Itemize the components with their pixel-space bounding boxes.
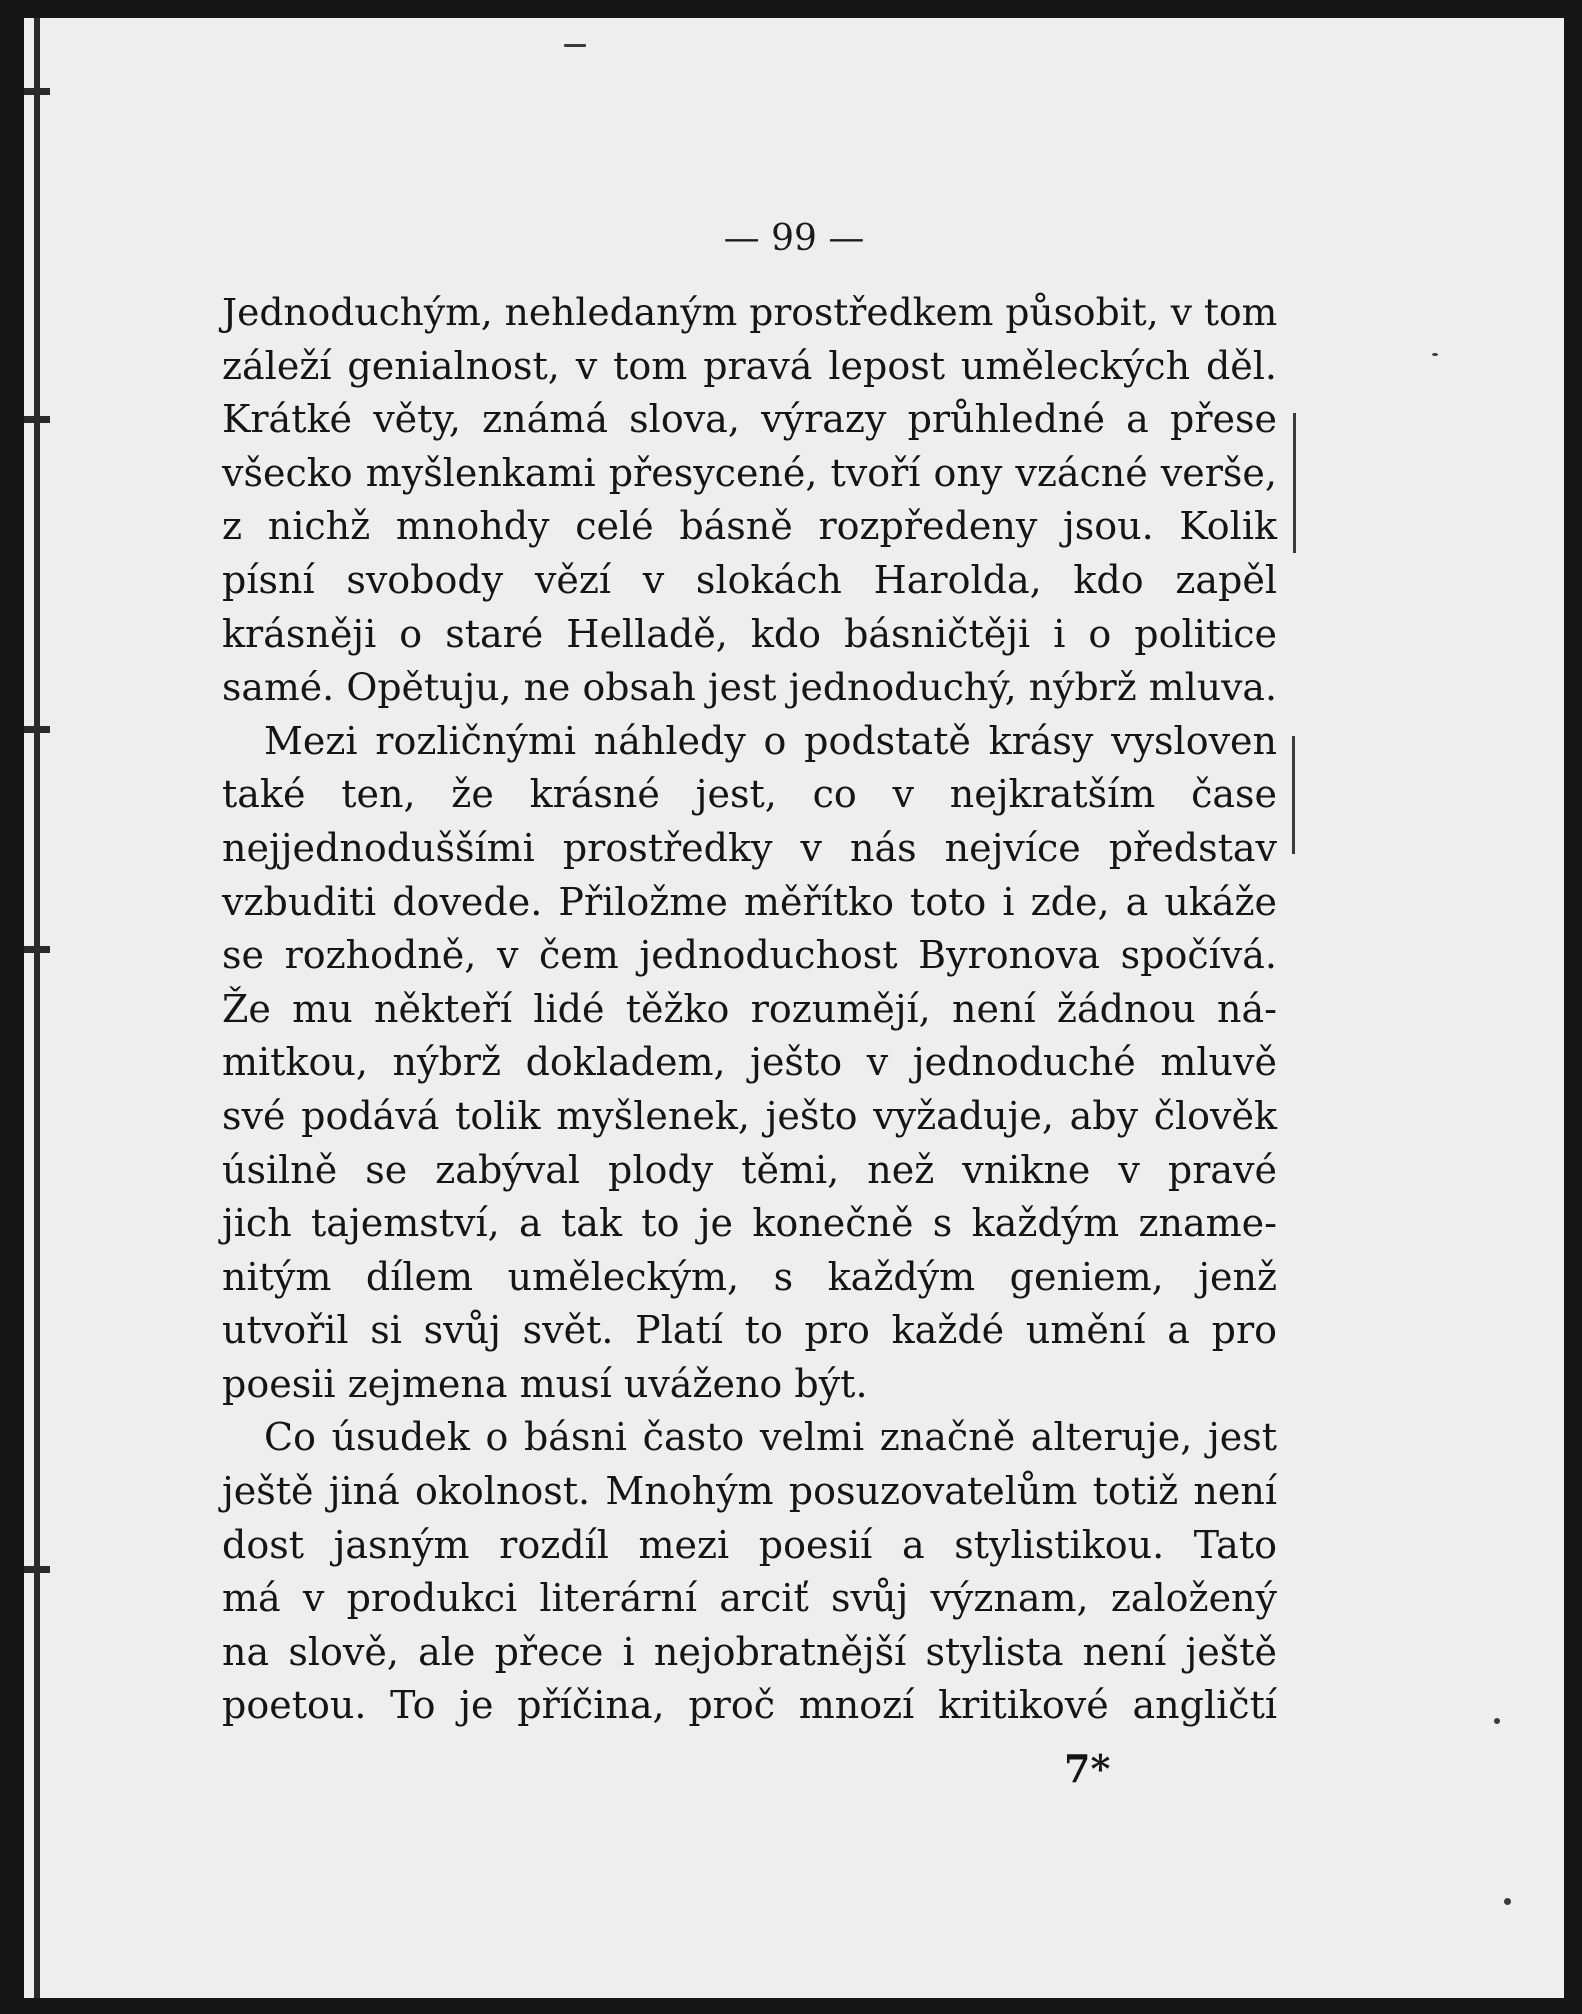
text-line: na slově, ale přece i nejobratnější stylista není ještě: [222, 1629, 1277, 1674]
text-line: utvořil si svůj svět. Platí to pro každé umění a pro: [222, 1308, 1277, 1353]
paper-speck: [1432, 353, 1438, 356]
paper-speck: [1504, 1898, 1511, 1905]
text-line: jich tajemství, a tak to je konečně s každým zname-: [222, 1201, 1277, 1246]
paragraph: [222, 286, 1277, 715]
text-line: z nichž mnohdy celé básně rozpředeny jsou. Kolik: [222, 504, 1277, 549]
paragraph: [222, 1411, 1277, 1733]
text-line: úsilně se zabýval plody těmi, než vnikne v pravé: [222, 1147, 1277, 1192]
text-line: všecko myšlenkami přesycené, tvoří ony vzácné verše,: [222, 450, 1277, 495]
text-line: krásněji o staré Helladě, kdo básničtěji i o politice: [222, 611, 1277, 656]
text-line: Jednoduchým, nehledaným prostředkem působit, v tom: [222, 290, 1278, 334]
text-line: mitkou, nýbrž dokladem, ješto v jednoduché mluvě: [222, 1040, 1277, 1085]
text-line: Co úsudek o básni často velmi značně alteruje, jest: [264, 1415, 1277, 1460]
text-line: Krátké věty, známá slova, výrazy průhledné a přese: [222, 397, 1277, 442]
text-line: poetou. To je příčina, proč mnozí kritikové angličtí: [222, 1683, 1277, 1728]
text-line: ještě jiná okolnost. Mnohým posuzovatelům totiž není: [222, 1469, 1277, 1514]
book-page: [24, 18, 1564, 1998]
text-line: samé. Opětuju, ne obsah jest jednoduchý, nýbrž mluva.: [222, 665, 1277, 710]
text-line: záleží genialnost, v tom pravá lepost uměleckých děl.: [222, 343, 1277, 388]
text-line: Mezi rozličnými náhledy o podstatě krásy vysloven: [264, 718, 1277, 763]
text-line: písní svobody vězí v slokách Harolda, kdo zapěl: [222, 557, 1277, 602]
margin-pencil-mark: [1279, 413, 1296, 553]
text-line: také ten, že krásné jest, co v nejkratším čase: [222, 772, 1277, 817]
text-line: se rozhodně, v čem jednoduchost Byronova spočívá.: [222, 933, 1277, 978]
text-line: nitým dílem uměleckým, s každým geniem, jenž: [222, 1254, 1277, 1299]
text-line: Že mu někteří lidé těžko rozumějí, není žádnou ná-: [222, 986, 1277, 1031]
text-line: dost jasným rozdíl mezi poesií a stylistikou. Tato: [222, 1522, 1277, 1567]
binding-tick: [24, 726, 50, 733]
paper-speck: [564, 44, 586, 47]
text-line: má v produkci literární arciť svůj význam, založený: [222, 1576, 1277, 1621]
page-number: — 99 —: [723, 218, 865, 259]
binding-tick: [24, 1566, 50, 1573]
binding-tick: [24, 88, 50, 95]
text-line: poesii zejmena musí uváženo být.: [222, 1361, 868, 1406]
paper-speck: [1494, 1718, 1500, 1724]
binding-tick: [24, 946, 50, 953]
text-line: vzbuditi dovede. Přiložme měřítko toto i zde, a ukáže: [222, 879, 1277, 924]
paragraph: [222, 715, 1277, 1412]
binding-edge: [34, 18, 40, 1998]
body-text: [222, 286, 1277, 1733]
signature-mark: 7*: [1064, 1746, 1111, 1791]
text-line: své podává tolik myšlenek, ješto vyžaduje, aby člověk: [222, 1093, 1277, 1138]
binding-tick: [24, 416, 50, 423]
text-line: nejjednoduššími prostředky v nás nejvíce představ: [222, 825, 1277, 870]
margin-pencil-mark: [1282, 736, 1295, 854]
